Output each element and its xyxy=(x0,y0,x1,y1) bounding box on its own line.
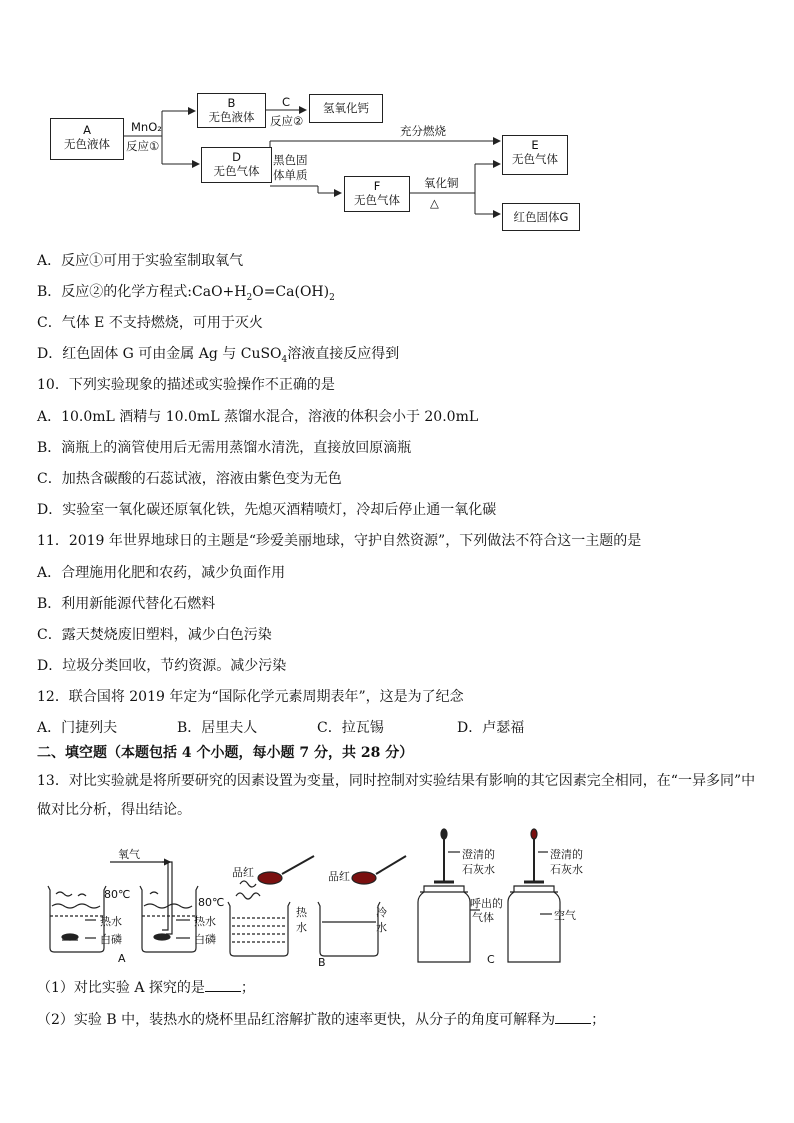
q9-option-b-sub1: 2 xyxy=(246,292,253,303)
mno2-label: MnO₂ xyxy=(131,120,162,134)
answer-blank-1[interactable] xyxy=(205,979,241,992)
box-calcium-hydroxide xyxy=(309,94,383,123)
box-b-letter: B xyxy=(227,96,236,110)
pinkred-label-2: 品红 xyxy=(328,870,350,883)
q11-option-c: C．露天焚烧废旧塑料，减少白色污染 xyxy=(37,627,272,643)
q10-option-a: A．10.0mL 酒精与 10.0mL 蒸馏水混合，溶液的体积会小于 20.0mL xyxy=(37,409,479,425)
hot-water-b-label-1: 热 xyxy=(296,906,307,919)
box-a-name: 无色液体 xyxy=(64,137,110,151)
q13-sub1-post: ； xyxy=(240,980,255,996)
q10-option-d: D．实验室一氧化碳还原氧化铁，先熄灭酒精喷灯，冷却后停止通一氧化碳 xyxy=(37,502,497,518)
hot-water-label-1: 热水 xyxy=(100,915,122,928)
temp-label-2: 80℃ xyxy=(198,896,225,909)
q9-option-a: A．反应①可用于实验室制取氧气 xyxy=(37,253,244,269)
cold-water-label-2: 水 xyxy=(376,921,387,934)
copper-oxide-label: 氧化铜 xyxy=(424,176,459,190)
q10-option-c: C．加热含碳酸的石蕊试液，溶液由紫色变为无色 xyxy=(37,471,342,487)
q9-option-d-sub: 4 xyxy=(281,354,288,365)
q9-option-b-pre: B．反应②的化学方程式:CaO+H xyxy=(37,284,247,300)
box-a-letter: A xyxy=(83,123,91,137)
white-phosphorus-label-1: 白磷 xyxy=(100,933,122,946)
q13-sub2-pre: （2）实验 B 中，装热水的烧杯里品红溶解扩散的速率更快，从分子的角度可解释为 xyxy=(37,1012,556,1028)
white-phosphorus-label-2: 白磷 xyxy=(194,933,216,946)
reaction1-label: 反应① xyxy=(126,139,160,153)
box-d xyxy=(201,147,272,183)
limewater-label-1b: 石灰水 xyxy=(462,863,495,876)
limewater-label-2a: 澄清的 xyxy=(550,848,583,861)
temp-label-1: 80℃ xyxy=(104,888,131,901)
exhaled-gas-label-1: 呼出的 xyxy=(470,897,503,910)
limewater-label-1a: 澄清的 xyxy=(462,848,495,861)
q13-sub2-post: ； xyxy=(591,1012,606,1028)
heat-symbol: △ xyxy=(430,196,439,210)
figure-label-b: B xyxy=(318,956,326,969)
box-g-name: 红色固体G xyxy=(513,210,569,224)
black-solid-label-1: 黑色固 xyxy=(273,153,308,167)
box-g xyxy=(502,203,580,231)
c-label: C xyxy=(282,95,291,109)
oxygen-label: 氧气 xyxy=(118,848,140,861)
box-e-name: 无色气体 xyxy=(512,152,558,166)
q10-option-b: B．滴瓶上的滴管使用后无需用蒸馏水清洗，直接放回原滴瓶 xyxy=(37,440,412,456)
q9-option-b-mid: O=Ca(OH) xyxy=(252,284,330,300)
q12-option-a: A．门捷列夫 xyxy=(37,720,118,736)
q9-option-b xyxy=(37,283,335,307)
limewater-label-2b: 石灰水 xyxy=(550,863,583,876)
figure-label-c: C xyxy=(487,953,495,966)
q11-option-d: D．垃圾分类回收，节约资源。减少污染 xyxy=(37,658,287,674)
q13-sub1 xyxy=(37,979,255,997)
burn-label: 充分燃烧 xyxy=(400,124,446,138)
q9-option-b-sub2: 2 xyxy=(329,292,335,303)
figure-label-a: A xyxy=(118,952,126,965)
q12-stem: 12．联合国将 2019 年定为“国际化学元素周期表年”，这是为了纪念 xyxy=(37,689,464,705)
q13-stem-line2: 做对比分析，得出结论。 xyxy=(37,802,191,818)
answer-blank-2[interactable] xyxy=(555,1011,591,1024)
q9-option-d-post: 溶液直接反应得到 xyxy=(287,346,400,362)
box-e xyxy=(502,135,568,175)
q13-sub2 xyxy=(37,1011,605,1029)
q11-option-b: B．利用新能源代替化石燃料 xyxy=(37,596,216,612)
q12-option-b: B．居里夫人 xyxy=(177,720,258,736)
box-b-name: 无色液体 xyxy=(208,110,255,124)
q12-option-d: D．卢瑟福 xyxy=(457,720,525,736)
hot-water-b-label-2: 水 xyxy=(296,921,307,934)
box-a xyxy=(50,118,124,160)
box-d-name: 无色气体 xyxy=(213,164,260,178)
q9-option-d-pre: D．红色固体 G 可由金属 Ag 与 CuSO xyxy=(37,346,282,362)
box-f xyxy=(344,176,410,212)
q11-stem: 11．2019 年世界地球日的主题是“珍爱美丽地球，守护自然资源”，下列做法不符合这一主题的是 xyxy=(37,533,642,549)
reaction2-label: 反应② xyxy=(270,114,304,128)
q13-stem-line1: 13．对比实验就是将所要研究的因素设置为变量，同时控制对实验结果有影响的其它因素完全相同，在“一异多同”中 xyxy=(37,773,756,789)
cold-water-label-1: 冷 xyxy=(376,906,387,919)
box-b xyxy=(197,93,266,128)
q9-option-d xyxy=(37,345,399,369)
box-e-letter: E xyxy=(531,138,539,152)
exhaled-gas-label-2: 气体 xyxy=(472,911,494,924)
hot-water-label-2: 热水 xyxy=(194,915,216,928)
section-heading: 二、填空题（本题包括 4 个小题，每小题 7 分，共 28 分） xyxy=(37,745,414,761)
box-f-name: 无色气体 xyxy=(354,193,400,207)
box-calcium-hydroxide-name: 氢氧化钙 xyxy=(323,101,369,115)
q9-option-c: C．气体 E 不支持燃烧，可用于灭火 xyxy=(37,315,263,331)
air-label: 空气 xyxy=(554,909,576,922)
black-solid-label-2: 体单质 xyxy=(273,168,308,182)
q11-option-a: A．合理施用化肥和农药，减少负面作用 xyxy=(37,565,286,581)
q12-option-c: C．拉瓦锡 xyxy=(317,720,384,736)
q10-stem: 10．下列实验现象的描述或实验操作不正确的是 xyxy=(37,377,335,393)
box-d-letter: D xyxy=(232,150,241,164)
q13-sub1-pre: （1）对比实验 A 探究的是 xyxy=(37,980,205,996)
box-f-letter: F xyxy=(373,179,381,193)
pinkred-label-1: 品红 xyxy=(232,866,254,879)
q12-options xyxy=(37,719,524,737)
